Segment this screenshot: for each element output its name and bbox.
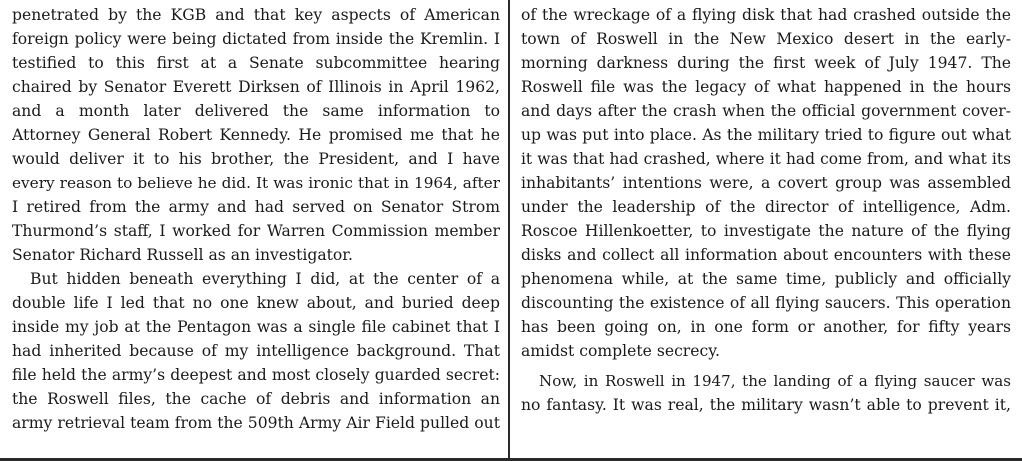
paragraph [521, 369, 1011, 417]
text-line: penetrated by the KGB and that key aspects of American [12, 6, 500, 24]
text-line: testified to this first at a Senate subcommittee hearing [12, 54, 500, 72]
text-line: and a month later delivered the same information to [12, 102, 500, 120]
text-line: amidst complete secrecy. [521, 342, 720, 360]
text-line: no fantasy. It was real, the military wasn’t able to prevent it, [521, 396, 1011, 414]
text-line: morning darkness during the first week of July 1947. The [521, 54, 1011, 72]
text-line: inhabitants’ intentions were, a covert group was assembled [521, 174, 1011, 192]
text-line: But hidden beneath everything I did, at the center of a [30, 270, 500, 288]
text-line: and days after the crash when the official government cover- [521, 102, 1011, 120]
text-line: Roswell file was the legacy of what happened in the hours [521, 78, 1011, 96]
paragraph [12, 3, 500, 267]
text-line: phenomena while, at the same time, publicly and officially [521, 270, 1011, 288]
text-line: disks and collect all information about encounters with these [521, 246, 1011, 264]
column-divider [508, 0, 510, 458]
text-line: double life I led that no one knew about, and buried deep [12, 294, 500, 312]
paragraph [12, 267, 500, 435]
text-line: discounting the existence of all flying saucers. This operation [521, 294, 1011, 312]
text-line: every reason to believe he did. It was ironic that in 1964, after [12, 174, 500, 192]
text-line: town of Roswell in the New Mexico desert in the early- [521, 30, 1011, 48]
text-line: Thurmond’s staff, I worked for Warren Commission member [12, 222, 500, 240]
text-line: has been going on, in one form or another, for fifty years [521, 318, 1011, 336]
text-line: it was that had crashed, where it had come from, and what its [521, 150, 1011, 168]
text-line: Senator Richard Russell as an investigator. [12, 246, 353, 264]
text-line: Now, in Roswell in 1947, the landing of a flying saucer was [539, 372, 1011, 390]
text-line: file held the army’s deepest and most closely guarded secret: [12, 366, 500, 384]
text-line: the Roswell files, the cache of debris and information an [12, 390, 500, 408]
text-line: chaired by Senator Everett Dirksen of Illinois in April 1962, [12, 78, 500, 96]
text-line: army retrieval team from the 509th Army Air Field pulled out [12, 414, 500, 432]
text-line: Attorney General Robert Kennedy. He promised me that he [12, 126, 500, 144]
text-line: under the leadership of the director of intelligence, Adm. [521, 198, 1011, 216]
left-column [12, 3, 500, 435]
text-line: foreign policy were being dictated from inside the Kremlin. I [12, 30, 500, 48]
text-line: I retired from the army and had served on Senator Strom [12, 198, 500, 216]
text-line: inside my job at the Pentagon was a single file cabinet that I [12, 318, 500, 336]
text-line: of the wreckage of a flying disk that had crashed outside the [521, 6, 1011, 24]
text-line: had inherited because of my intelligence background. That [12, 342, 500, 360]
text-line: would deliver it to his brother, the President, and I have [12, 150, 500, 168]
text-line: up was put into place. As the military tried to figure out what [521, 126, 1011, 144]
paragraph [521, 3, 1011, 363]
right-column [521, 3, 1011, 417]
text-line: Roscoe Hillenkoetter, to investigate the nature of the flying [521, 222, 1011, 240]
